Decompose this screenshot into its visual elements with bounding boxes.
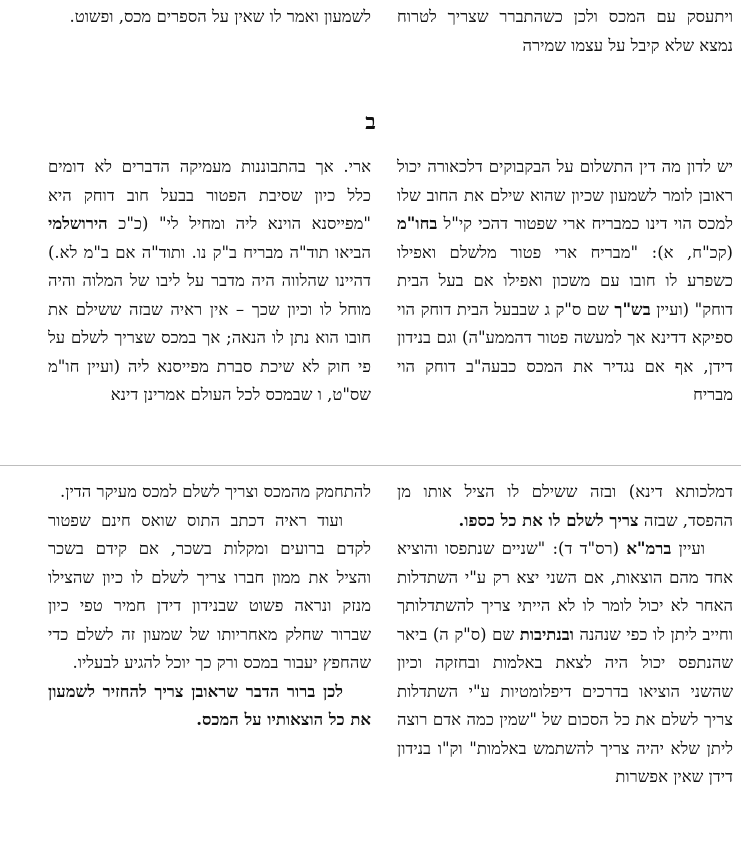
page-divider	[0, 465, 741, 466]
paragraph	[397, 535, 733, 792]
bold-citation: ובנתיבות	[519, 624, 574, 644]
bold-citation: בחו"מ	[397, 214, 438, 233]
bold-conclusion: לכן ברור הדבר שראובן צריך להחזיר לשמעון את כל הוצאותיו על המכס.	[48, 681, 371, 729]
paragraph-text: (רס"ד ד): "שניים שנתפסו והוציא אחד מהם הוצאות, אם השני יצא רק ע"י השתדלות האחר לא יכול לומר לו לא הייתי צריך להשתדלותך וחייב ליתן לו כפי שנהנה	[397, 539, 733, 644]
paragraph-text: יש לדון מה דין התשלום על הבקבוקים דלכאורה יכול ראובן לומר לשמעון שכיון שהוא שילם את החוב שלו למכס הוי דינו כמבריח ארי שפטור דהכי קי"ל	[397, 157, 733, 233]
bottom-left-column	[48, 478, 371, 840]
paragraph-text: דמלכותא דינא) ובזה ששילם לו הציל אותו מן ההפסד, שבזה	[397, 482, 733, 530]
bold-citation: ברמ"א	[626, 539, 672, 558]
middle-left-column	[48, 153, 371, 458]
paragraph-text: שם (ס"ק ה) ביאר שהנתפס יכול היה לצאת באלמות ובחזקה וכיון שהשני הוציאו בדרכים דיפלומטיות ע"י השתדלות צריך לשלם את כל הסכום של "שמין כמה אדם רוצה ליתן שלא יהיה צריך להשתמש באלמות" וק"ו בנידון דידן שאין אפשרות	[397, 624, 733, 786]
section-heading-letter: ב	[365, 109, 376, 135]
paragraph-text: הביאו תוד"ה מבריח ב"ק נו. ותוד"ה אם ב"מ לא.) דהיינו שהלווה היה מדבר על ליבו של המלוה והיה מוחל לו וכיון שכך – אין ראיה שבזה ששילם את חובו הוא נתן לו הנאה; אך במכס שצריך לשלם על פי חוק לא שיכת סברת מפייסנא ליה (ועיין חו"מ שס"ט, ו שבמכס לכל העולם אמרינן דינא	[48, 242, 371, 404]
conclusion-paragraph	[48, 678, 371, 735]
bold-citation: בש"ך	[614, 299, 651, 319]
bold-conclusion: צריך לשלם לו את כל כספו.	[458, 510, 639, 530]
top-right-column-text: ויתעסק עם המכס ולכן כשהתברר שצריך לטרוח נמצא שלא קיבל על עצמו שמירה	[397, 7, 733, 55]
paragraph: להתחמק מהמכס וצריך לשלם למכס מעיקר הדין.	[60, 482, 371, 501]
paragraph	[397, 478, 733, 535]
paragraph-text: (קכ"ח, א): "מבריח ארי פטור מלשלם ואפילו כשפרע לו חובו עם משכון ואפילו אם בעל הבית דוחק" (ועיין	[397, 242, 733, 319]
paragraph-text: ועיין	[678, 539, 705, 558]
bottom-right-column	[397, 478, 733, 840]
paragraph-text: שם ס"ק ג שבבעל הבית דוחק הוי ספיקא דדינא אך למעשה פטור דהממע"ה) וגם בנידון דידן, אף אם נגדיר את המכס כבעה"ב דוחק הוי מבריח	[397, 299, 733, 404]
middle-right-column	[397, 153, 733, 458]
paragraph-text: ארי. אך בהתבוננות מעמיקה הדברים לא דומים כלל כיון שסיבת הפטור בבעל חוב דוחק היא "מפייסנא הוינא ליה ומחיל לי" (כ"כ	[48, 157, 371, 233]
paragraph: ועוד ראיה דכתב התוס שואס חינם שפטור לקדם ברועים ומקלות בשכר, אם קידם בשכר והציל את ממון חברו צריך לשלם לו כיון שהצילו מנזק ונראה פשוט שבנידון דידן חמיר טפי כיון שברור שחלק מאחריותו של שמעון זה לשלם כדי שהחפץ יעבור במכס ורק כך יוכל להגיע לבעליו.	[48, 510, 371, 672]
top-left-column-text: לשמעון ואמר לו שאין על הספרים מכס, ופשוט.	[69, 7, 371, 26]
bold-citation: הירושלמי	[48, 214, 108, 233]
